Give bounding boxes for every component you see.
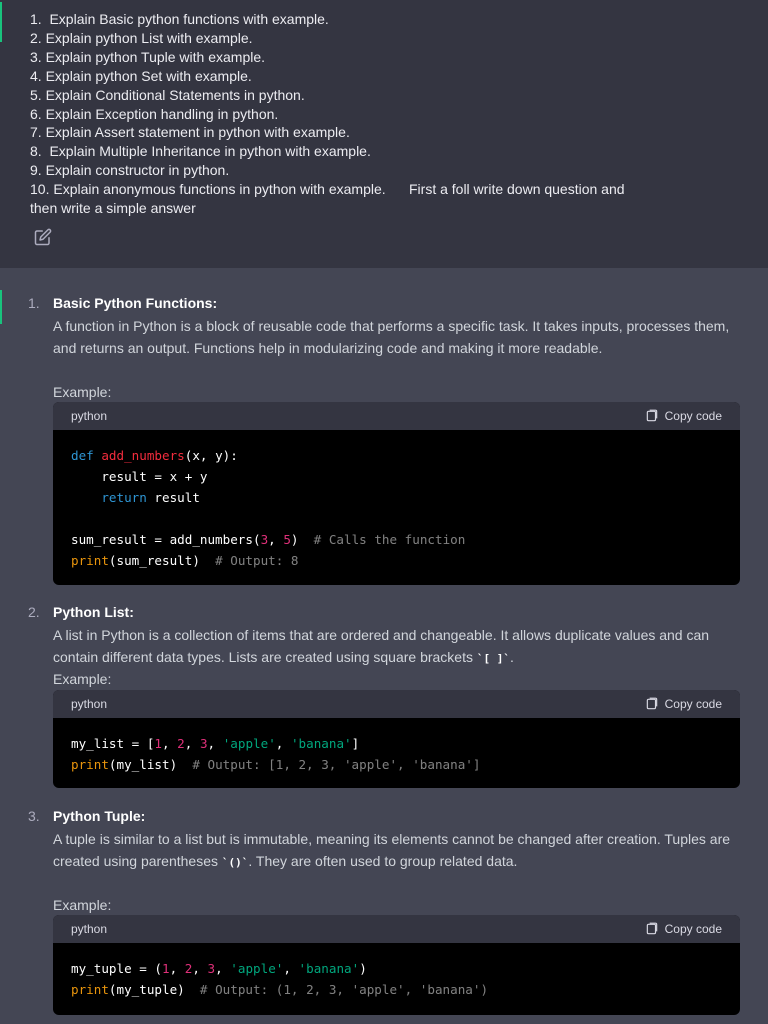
prompt-tail: then write a simple answer bbox=[30, 200, 196, 217]
code-content bbox=[53, 718, 740, 775]
code-content bbox=[53, 943, 740, 1000]
inline-code: `()` bbox=[221, 856, 249, 869]
code-language: python bbox=[71, 922, 108, 936]
edit-icon[interactable] bbox=[34, 228, 52, 246]
code-language: python bbox=[71, 697, 108, 711]
code-block bbox=[53, 402, 740, 585]
copy-label: Copy code bbox=[664, 922, 722, 936]
section-number: 1. bbox=[28, 295, 40, 311]
section-title: Basic Python Functions: bbox=[53, 295, 218, 311]
example-label: Example: bbox=[53, 384, 112, 400]
section-paragraph: A tuple is similar to a list but is immutable, meaning its elements cannot be changed after creation. Tuples are created using parentheses `()`. They are often used to group related data. bbox=[53, 831, 731, 869]
code-line: print(my_tuple) # Output: (1, 2, 3, 'apple', 'banana') bbox=[71, 982, 489, 997]
code-line: return result bbox=[101, 490, 200, 505]
code-block bbox=[53, 690, 740, 788]
copy-code-button[interactable] bbox=[645, 409, 722, 423]
user-accent-bar bbox=[0, 2, 2, 42]
copy-icon bbox=[645, 922, 659, 936]
copy-code-button[interactable] bbox=[645, 922, 722, 936]
prompt-line: 10. Explain anonymous functions in python with example. First a foll write down question and bbox=[30, 181, 625, 198]
code-line: sum_result = add_numbers(3, 5) # Calls the function bbox=[71, 532, 466, 547]
code-header bbox=[53, 690, 740, 718]
assistant-message bbox=[0, 268, 768, 1024]
code-line: print(sum_result) # Output: 8 bbox=[71, 553, 299, 568]
user-message bbox=[0, 0, 768, 268]
code-line: my_tuple = (1, 2, 3, 'apple', 'banana') bbox=[71, 961, 367, 976]
prompt-line: 7. Explain Assert statement in python with example. bbox=[30, 124, 350, 141]
code-block bbox=[53, 915, 740, 1015]
example-label: Example: bbox=[53, 897, 112, 913]
inline-code: `[ ]` bbox=[476, 652, 511, 665]
assistant-accent-bar bbox=[0, 290, 2, 324]
code-language: python bbox=[71, 409, 108, 423]
copy-icon bbox=[645, 697, 659, 711]
example-label: Example: bbox=[53, 671, 112, 687]
user-prompt-text bbox=[30, 10, 750, 218]
prompt-line: 5. Explain Conditional Statements in python. bbox=[30, 86, 305, 103]
prompt-line: 9. Explain constructor in python. bbox=[30, 162, 230, 179]
code-header bbox=[53, 915, 740, 943]
code-content bbox=[53, 430, 740, 571]
section-title: Python Tuple: bbox=[53, 808, 146, 824]
copy-label: Copy code bbox=[664, 697, 722, 711]
copy-label: Copy code bbox=[664, 409, 722, 423]
section-paragraph: A function in Python is a block of reusable code that performs a specific task. It takes inputs, processes them, and returns an output. Functions help in modularizing code and making it more readable. bbox=[53, 318, 730, 356]
section-number: 3. bbox=[28, 808, 40, 824]
code-line: my_list = [1, 2, 3, 'apple', 'banana'] bbox=[71, 736, 360, 751]
prompt-line: 8. Explain Multiple Inheritance in python with example. bbox=[30, 143, 371, 160]
section-paragraph: A list in Python is a collection of items that are ordered and changeable. It allows duplicate values and can contain different data types. Lists are created using square brackets `[ ]`. bbox=[53, 627, 710, 665]
prompt-line: 2. Explain python List with example. bbox=[30, 29, 253, 46]
code-line: print(my_list) # Output: [1, 2, 3, 'apple', 'banana'] bbox=[71, 757, 481, 772]
code-line: result = x + y bbox=[71, 469, 208, 484]
copy-code-button[interactable] bbox=[645, 697, 722, 711]
prompt-line: 4. Explain python Set with example. bbox=[30, 67, 252, 84]
code-line: def add_numbers(x, y): bbox=[71, 448, 238, 463]
copy-icon bbox=[645, 409, 659, 423]
code-header bbox=[53, 402, 740, 430]
prompt-line: 6. Explain Exception handling in python. bbox=[30, 105, 279, 122]
section-title: Python List: bbox=[53, 604, 134, 620]
section-number: 2. bbox=[28, 604, 40, 620]
prompt-line: 3. Explain python Tuple with example. bbox=[30, 48, 266, 65]
prompt-line: 1. Explain Basic python functions with example. bbox=[30, 11, 329, 27]
